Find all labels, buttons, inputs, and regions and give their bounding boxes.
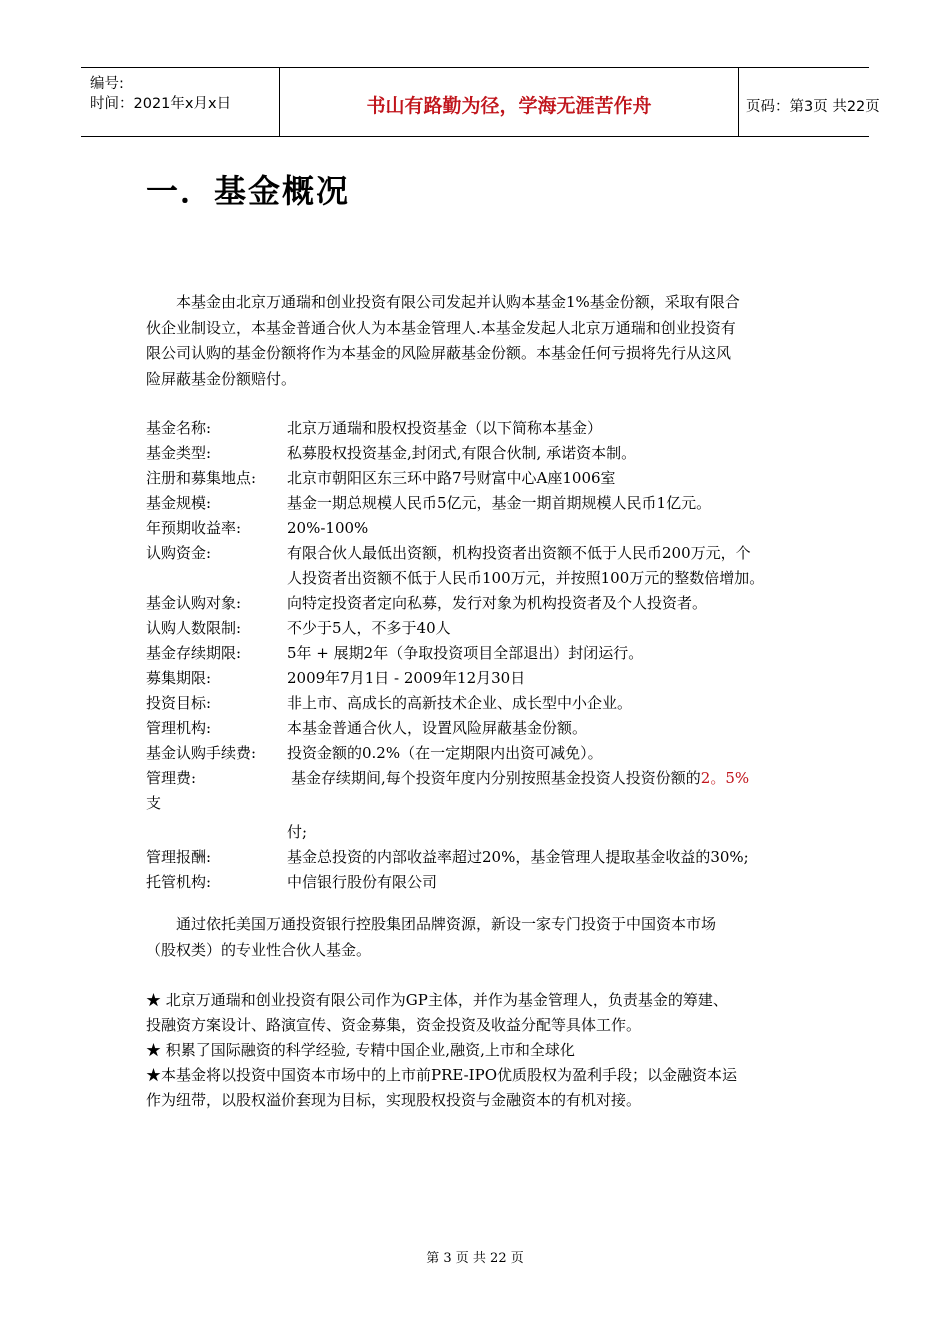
document-number-label: 编号: (90, 76, 124, 92)
info-value: 北京万通瑞和股权投资基金（以下简称本基金） (287, 419, 603, 437)
info-row-custodian (146, 870, 826, 895)
info-row-manager (146, 716, 826, 741)
info-row-investor-limit (146, 616, 826, 641)
intro-paragraph (146, 290, 816, 392)
bullet-line: 作为纽带，以股权溢价套现为目标，实现股权投资与金融资本的有机对接。 (146, 1091, 642, 1109)
intro-line: 限公司认购的基金份额将作为本基金的风险屏蔽基金份额。本基金任何亏损将先行从这风 (146, 344, 732, 362)
info-value: 基金一期总规模人民币5亿元，基金一期首期规模人民币1亿元。 (287, 494, 712, 512)
info-label: 管理报酬: (146, 848, 212, 866)
info-label: 年预期收益率: (146, 519, 242, 537)
info-row-duration (146, 641, 826, 666)
info-value: 付; (287, 823, 308, 841)
info-value: 北京市朝阳区东三环中路7号财富中心A座1006室 (287, 469, 616, 487)
info-label: 基金名称: (146, 419, 212, 437)
info-value: 非上市、高成长的高新技术企业、成长型中小企业。 (287, 694, 633, 712)
info-row-subscription-fee (146, 741, 826, 766)
info-row-target-investors (146, 591, 826, 616)
summary-line: （股权类）的专业性合伙人基金。 (146, 940, 372, 959)
info-label: 支 (146, 794, 162, 812)
info-row-raising-period (146, 666, 826, 691)
info-row-management-fee-cont2 (146, 820, 826, 845)
info-value: 本基金普通合伙人，设置风险屏蔽基金份额。 (287, 719, 588, 737)
page-footer: 第 3 页 共 22 页 (426, 1251, 524, 1266)
info-row-subscription-cont (146, 566, 826, 591)
info-label: 募集期限: (146, 669, 212, 687)
section-title: 一．基金概况 (146, 172, 351, 210)
info-value: 20%-100% (287, 519, 369, 537)
info-value: 人投资者出资额不低于人民币100万元，并按照100万元的整数倍增加。 (287, 569, 765, 587)
header-page-cell (738, 68, 880, 136)
info-label: 基金存续期限: (146, 644, 242, 662)
bullet-line: 投融资方案设计、路演宣传、资金募集，资金投资及收益分配等具体工作。 (146, 1016, 642, 1034)
info-row-registration (146, 466, 826, 491)
motto-text: 书山有路勤为径，学海无涯苦作舟 (366, 95, 652, 117)
header-table (81, 67, 880, 137)
info-label: 管理费: (146, 769, 197, 787)
bullet-line: ★ 积累了国际融资的科学经验, 专精中国企业,融资,上市和全球化 (146, 1041, 575, 1059)
info-value: 中信银行股份有限公司 (287, 873, 438, 891)
info-value: 基金总投资的内部收益率超过20%，基金管理人提取基金收益的30%; (287, 848, 749, 866)
info-row-investment-target (146, 691, 826, 716)
info-row-fund-size (146, 491, 826, 516)
info-label: 基金认购手续费: (146, 744, 257, 762)
bullet-line: ★ 北京万通瑞和创业投资有限公司作为GP主体，并作为基金管理人，负责基金的筹建、 (146, 991, 728, 1009)
info-label: 投资目标: (146, 694, 212, 712)
date-label: 时间：2021年x月x日 (90, 96, 232, 112)
fund-info-list (146, 416, 826, 895)
info-label: 注册和募集地点: (146, 469, 257, 487)
info-value: 投资金额的0.2%（在一定期限内出资可减免）。 (287, 744, 603, 762)
intro-line: 险屏蔽基金份额赔付。 (146, 369, 297, 388)
info-value: 2009年7月1日 - 2009年12月30日 (287, 669, 526, 687)
page-number-label: 页码：第3页 共22页 (746, 99, 880, 115)
info-value: 有限合伙人最低出资额，机构投资者出资额不低于人民币200万元，个 (287, 544, 751, 562)
header-motto-cell (279, 68, 739, 136)
info-row-subscription (146, 541, 826, 566)
info-row-management-fee (146, 766, 826, 791)
info-row-management-fee-cont (146, 791, 826, 816)
bullet-list (146, 988, 826, 1113)
management-fee-text: 基金存续期间,每个投资年度内分别按照基金投资人投资份额的 (291, 769, 701, 787)
info-value: 私募股权投资基金,封闭式,有限合伙制, 承诺资本制。 (287, 444, 637, 462)
info-value: 不少于5人，不多于40人 (287, 619, 451, 637)
intro-line: 本基金由北京万通瑞和创业投资有限公司发起并认购本基金1%基金份额，采取有限合 (176, 293, 740, 311)
info-label: 认购资金: (146, 544, 212, 562)
management-fee-rate: 2。5% (700, 769, 750, 787)
header-left-cell (81, 68, 279, 136)
info-value: 向特定投资者定向私募，发行对象为机构投资者及个人投资者。 (287, 594, 708, 612)
info-label: 基金规模: (146, 494, 212, 512)
info-row-fund-name (146, 416, 826, 441)
info-label: 认购人数限制: (146, 619, 242, 637)
summary-line: 通过依托美国万通投资银行控股集团品牌资源，新设一家专门投资于中国资本市场 (176, 915, 717, 933)
intro-line: 伙企业制设立，本基金普通合伙人为本基金管理人.本基金发起人北京万通瑞和创业投资有 (146, 318, 736, 337)
info-label: 管理机构: (146, 719, 212, 737)
bullet-line: ★本基金将以投资中国资本市场中的上市前PRE-IPO优质股权为盈利手段；以金融资本运 (146, 1066, 738, 1084)
info-value: 5年 + 展期2年（争取投资项目全部退出）封闭运行。 (287, 644, 644, 662)
info-label: 基金类型: (146, 444, 212, 462)
info-row-fund-type (146, 441, 826, 466)
info-value (291, 766, 749, 791)
info-label: 托管机构: (146, 873, 212, 891)
info-label: 基金认购对象: (146, 594, 242, 612)
info-row-expected-return (146, 516, 826, 541)
summary-paragraph (146, 912, 816, 963)
info-row-management-reward (146, 845, 826, 870)
